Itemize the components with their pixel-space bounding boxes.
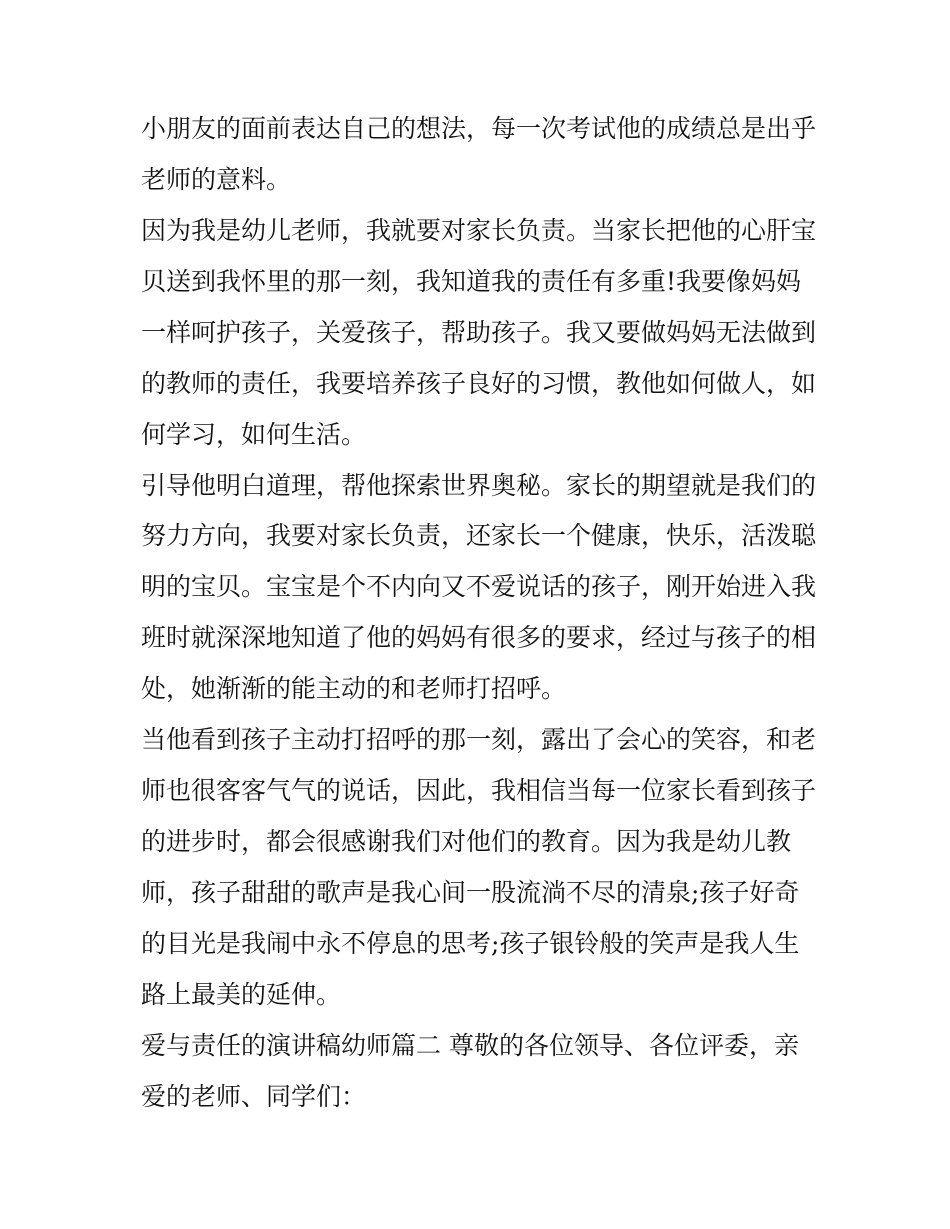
text-line: 因为我是幼儿老师，我就要对家长负责。当家长把他的心肝宝 <box>141 216 817 245</box>
text-line: 路上最美的延伸。 <box>141 980 342 1009</box>
text-line: 当他看到孩子主动打招呼的那一刻，露出了会心的笑容，和老 <box>141 725 817 754</box>
text-line: 明的宝贝。宝宝是个不内向又不爱说话的孩子，刚开始进入我 <box>141 572 817 601</box>
text-line: 引导他明白道理，帮他探索世界奥秘。家长的期望就是我们的 <box>141 471 817 500</box>
text-line: 爱与责任的演讲稿幼师篇二 尊敬的各位领导、各位评委，亲 <box>141 1031 799 1060</box>
text-line: 班时就深深地知道了他的妈妈有很多的要求，经过与孩子的相 <box>141 623 817 652</box>
text-line: 师也很客客气气的说话，因此，我相信当每一位家长看到孩子 <box>141 776 817 805</box>
text-line: 贝送到我怀里的那一刻，我知道我的责任有多重!我要像妈妈 <box>141 267 802 296</box>
text-line: 何学习，如何生活。 <box>141 420 367 449</box>
text-line: 老师的意料。 <box>141 165 292 194</box>
text-line: 一样呵护孩子，关爱孩子，帮助孩子。我又要做妈妈无法做到 <box>141 318 817 347</box>
text-line: 小朋友的面前表达自己的想法，每一次考试他的成绩总是出乎 <box>141 114 817 143</box>
text-line: 的进步时，都会很感谢我们对他们的教育。因为我是幼儿教 <box>141 827 792 856</box>
text-line: 的目光是我闹中永不停息的思考;孩子银铃般的笑声是我人生 <box>141 929 800 958</box>
text-line: 努力方向，我要对家长负责，还家长一个健康，快乐，活泼聪 <box>141 521 817 550</box>
text-line: 师，孩子甜甜的歌声是我心间一股流淌不尽的清泉;孩子好奇 <box>141 878 800 907</box>
text-line: 处，她渐渐的能主动的和老师打招呼。 <box>141 674 567 703</box>
text-line: 爱的老师、同学们： <box>141 1082 367 1111</box>
text-line: 的教师的责任，我要培养孩子良好的习惯，教他如何做人，如 <box>141 369 817 398</box>
